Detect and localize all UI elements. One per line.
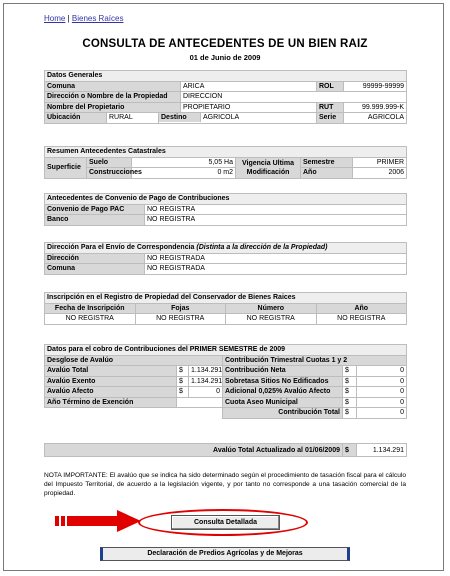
avaluo-actualizado-label: Avalúo Total Actualizado al 01/06/2009 [45, 444, 343, 457]
propietario-label: Nombre del Propietario [45, 102, 181, 113]
destino-cell [159, 113, 317, 124]
consulta-detallada-button[interactable]: Consulta Detallada [171, 515, 280, 530]
cobro-table [44, 344, 407, 419]
propietario-value: PROPIETARIO [181, 102, 317, 113]
suelo-label: Suelo [87, 157, 132, 168]
spacer [45, 408, 223, 419]
avaluo-total-value: 1.134.291 [189, 366, 223, 377]
column-header: Año [316, 303, 407, 314]
column-header: Número [226, 303, 317, 314]
construcciones-label: Construcciones [87, 168, 132, 179]
anio-label: Año [301, 168, 353, 179]
declaracion-predios-button[interactable]: Declaración de Predios Agrícolas y de Mejoras [100, 547, 350, 561]
destino-label: Destino [159, 113, 201, 122]
banco-value: NO REGISTRA [145, 215, 407, 226]
aseo-value: 0 [357, 397, 407, 408]
ubicacion-value: RURAL [107, 113, 159, 124]
datos-generales-table [44, 70, 407, 124]
column-header: Fecha de Inscripción [45, 303, 136, 314]
comuna-label: Comuna [45, 81, 181, 92]
catastrales-table [44, 146, 407, 179]
contribucion-neta-label: Contribución Neta [223, 366, 343, 377]
comuna-envio-label: Comuna [45, 264, 145, 275]
currency: $ [177, 366, 189, 377]
direccion-value: DIRECCION [181, 92, 407, 103]
avaluo-exento-value: 1.134.291 [189, 376, 223, 387]
contribucion-total-label: Contribución Total [223, 408, 343, 419]
table-cell: NO REGISTRA [135, 314, 226, 325]
currency: $ [343, 376, 357, 387]
currency: $ [343, 444, 357, 457]
table-cell: NO REGISTRA [45, 314, 136, 325]
correspondencia-table [44, 242, 407, 275]
superficie-label: Superficie [45, 157, 87, 178]
column-header: Fojas [135, 303, 226, 314]
suelo-value: 5,05 Ha [132, 157, 236, 168]
rol-value: 99999-99999 [344, 81, 407, 92]
correspondencia-header: Dirección Para el Envío de Correspondencia [47, 244, 195, 252]
contribucion-total-value: 0 [357, 408, 407, 419]
convenio-table [44, 193, 407, 226]
inscripcion-table [44, 292, 407, 325]
termino-exencion-value [177, 397, 223, 408]
adicional-value: 0 [357, 387, 407, 398]
page-date: 01 de Junio de 2009 [189, 53, 261, 62]
currency: $ [343, 408, 357, 419]
pac-value: NO REGISTRA [145, 204, 407, 215]
desglose-label: Desglose de Avalúo [45, 355, 223, 366]
rol-label: ROL [317, 81, 344, 92]
red-arrow-icon [55, 509, 145, 533]
section-header: Datos para el cobro de Contribuciones del PRIMER SEMESTRE de 2009 [45, 345, 407, 356]
semestre-label: Semestre [301, 157, 353, 168]
direccion-envio-value: NO REGISTRADA [145, 253, 407, 264]
section-header: Datos Generales [45, 71, 407, 82]
direccion-label: Dirección o Nombre de la Propiedad [45, 92, 181, 103]
avaluo-afecto-value: 0 [189, 387, 223, 398]
sobretasa-value: 0 [357, 376, 407, 387]
correspondencia-header-note: (Distinta a la dirección de la Propiedad) [196, 244, 328, 252]
currency: $ [177, 387, 189, 398]
trimestral-label: Contribución Trimestral Cuotas 1 y 2 [223, 355, 407, 366]
ubicacion-label: Ubicación [45, 113, 107, 124]
nota-importante: NOTA IMPORTANTE: El avalúo que se indica ha sido determinado según el procedimiento de tasación fiscal para el cálculo del Impuesto Territorial, de acuerdo a la legislación vigente, y por tanto no corresponde a una tasación comercial de la propiedad. [44, 472, 406, 497]
breadcrumb [44, 14, 123, 23]
sobretasa-label: Sobretasa Sitios No Edificados [223, 376, 343, 387]
termino-exencion-label: Año Término de Exención [45, 397, 177, 408]
banco-label: Banco [45, 215, 145, 226]
page-title: CONSULTA DE ANTECEDENTES DE UN BIEN RAIZ [82, 38, 368, 50]
currency: $ [343, 397, 357, 408]
section-header: Resumen Antecedentes Catastrales [45, 147, 407, 158]
aseo-label: Cuota Aseo Municipal [223, 397, 343, 408]
vigencia-label: Vigencia Ultima Modificación [236, 157, 301, 178]
section-header: Inscripción en el Registro de Propiedad del Conservador de Bienes Raices [45, 293, 407, 304]
avaluo-exento-label: Avalúo Exento [45, 376, 177, 387]
currency: $ [343, 387, 357, 398]
table-cell: NO REGISTRA [316, 314, 407, 325]
construcciones-value: 0 m2 [132, 168, 236, 179]
table-cell: NO REGISTRA [226, 314, 317, 325]
avaluo-actualizado-table [44, 443, 407, 457]
rut-label: RUT [317, 102, 344, 113]
serie-value: AGRICOLA [344, 113, 407, 124]
avaluo-total-label: Avalúo Total [45, 366, 177, 377]
currency: $ [343, 366, 357, 377]
comuna-envio-value: NO REGISTRADA [145, 264, 407, 275]
breadcrumb-separator: | [65, 14, 72, 23]
comuna-value: ARICA [181, 81, 317, 92]
breadcrumb-home-link[interactable]: Home [44, 14, 66, 23]
direccion-envio-label: Dirección [45, 253, 145, 264]
pac-label: Convenio de Pago PAC [45, 204, 145, 215]
adicional-label: Adicional 0,025% Avalúo Afecto [223, 387, 343, 398]
rut-value: 99.999.999-K [344, 102, 407, 113]
anio-value: 2006 [353, 168, 407, 179]
breadcrumb-bienes-raices-link[interactable]: Bienes Raíces [71, 14, 124, 23]
currency: $ [177, 376, 189, 387]
section-header [45, 243, 407, 254]
contribucion-neta-value: 0 [357, 366, 407, 377]
avaluo-afecto-label: Avalúo Afecto [45, 387, 177, 398]
section-header: Antecedentes de Convenio de Pago de Contribuciones [45, 194, 407, 205]
serie-label: Serie [317, 113, 344, 124]
destino-value: AGRICOLA [203, 114, 240, 122]
avaluo-actualizado-value: 1.134.291 [357, 444, 407, 457]
semestre-value: PRIMER [353, 157, 407, 168]
